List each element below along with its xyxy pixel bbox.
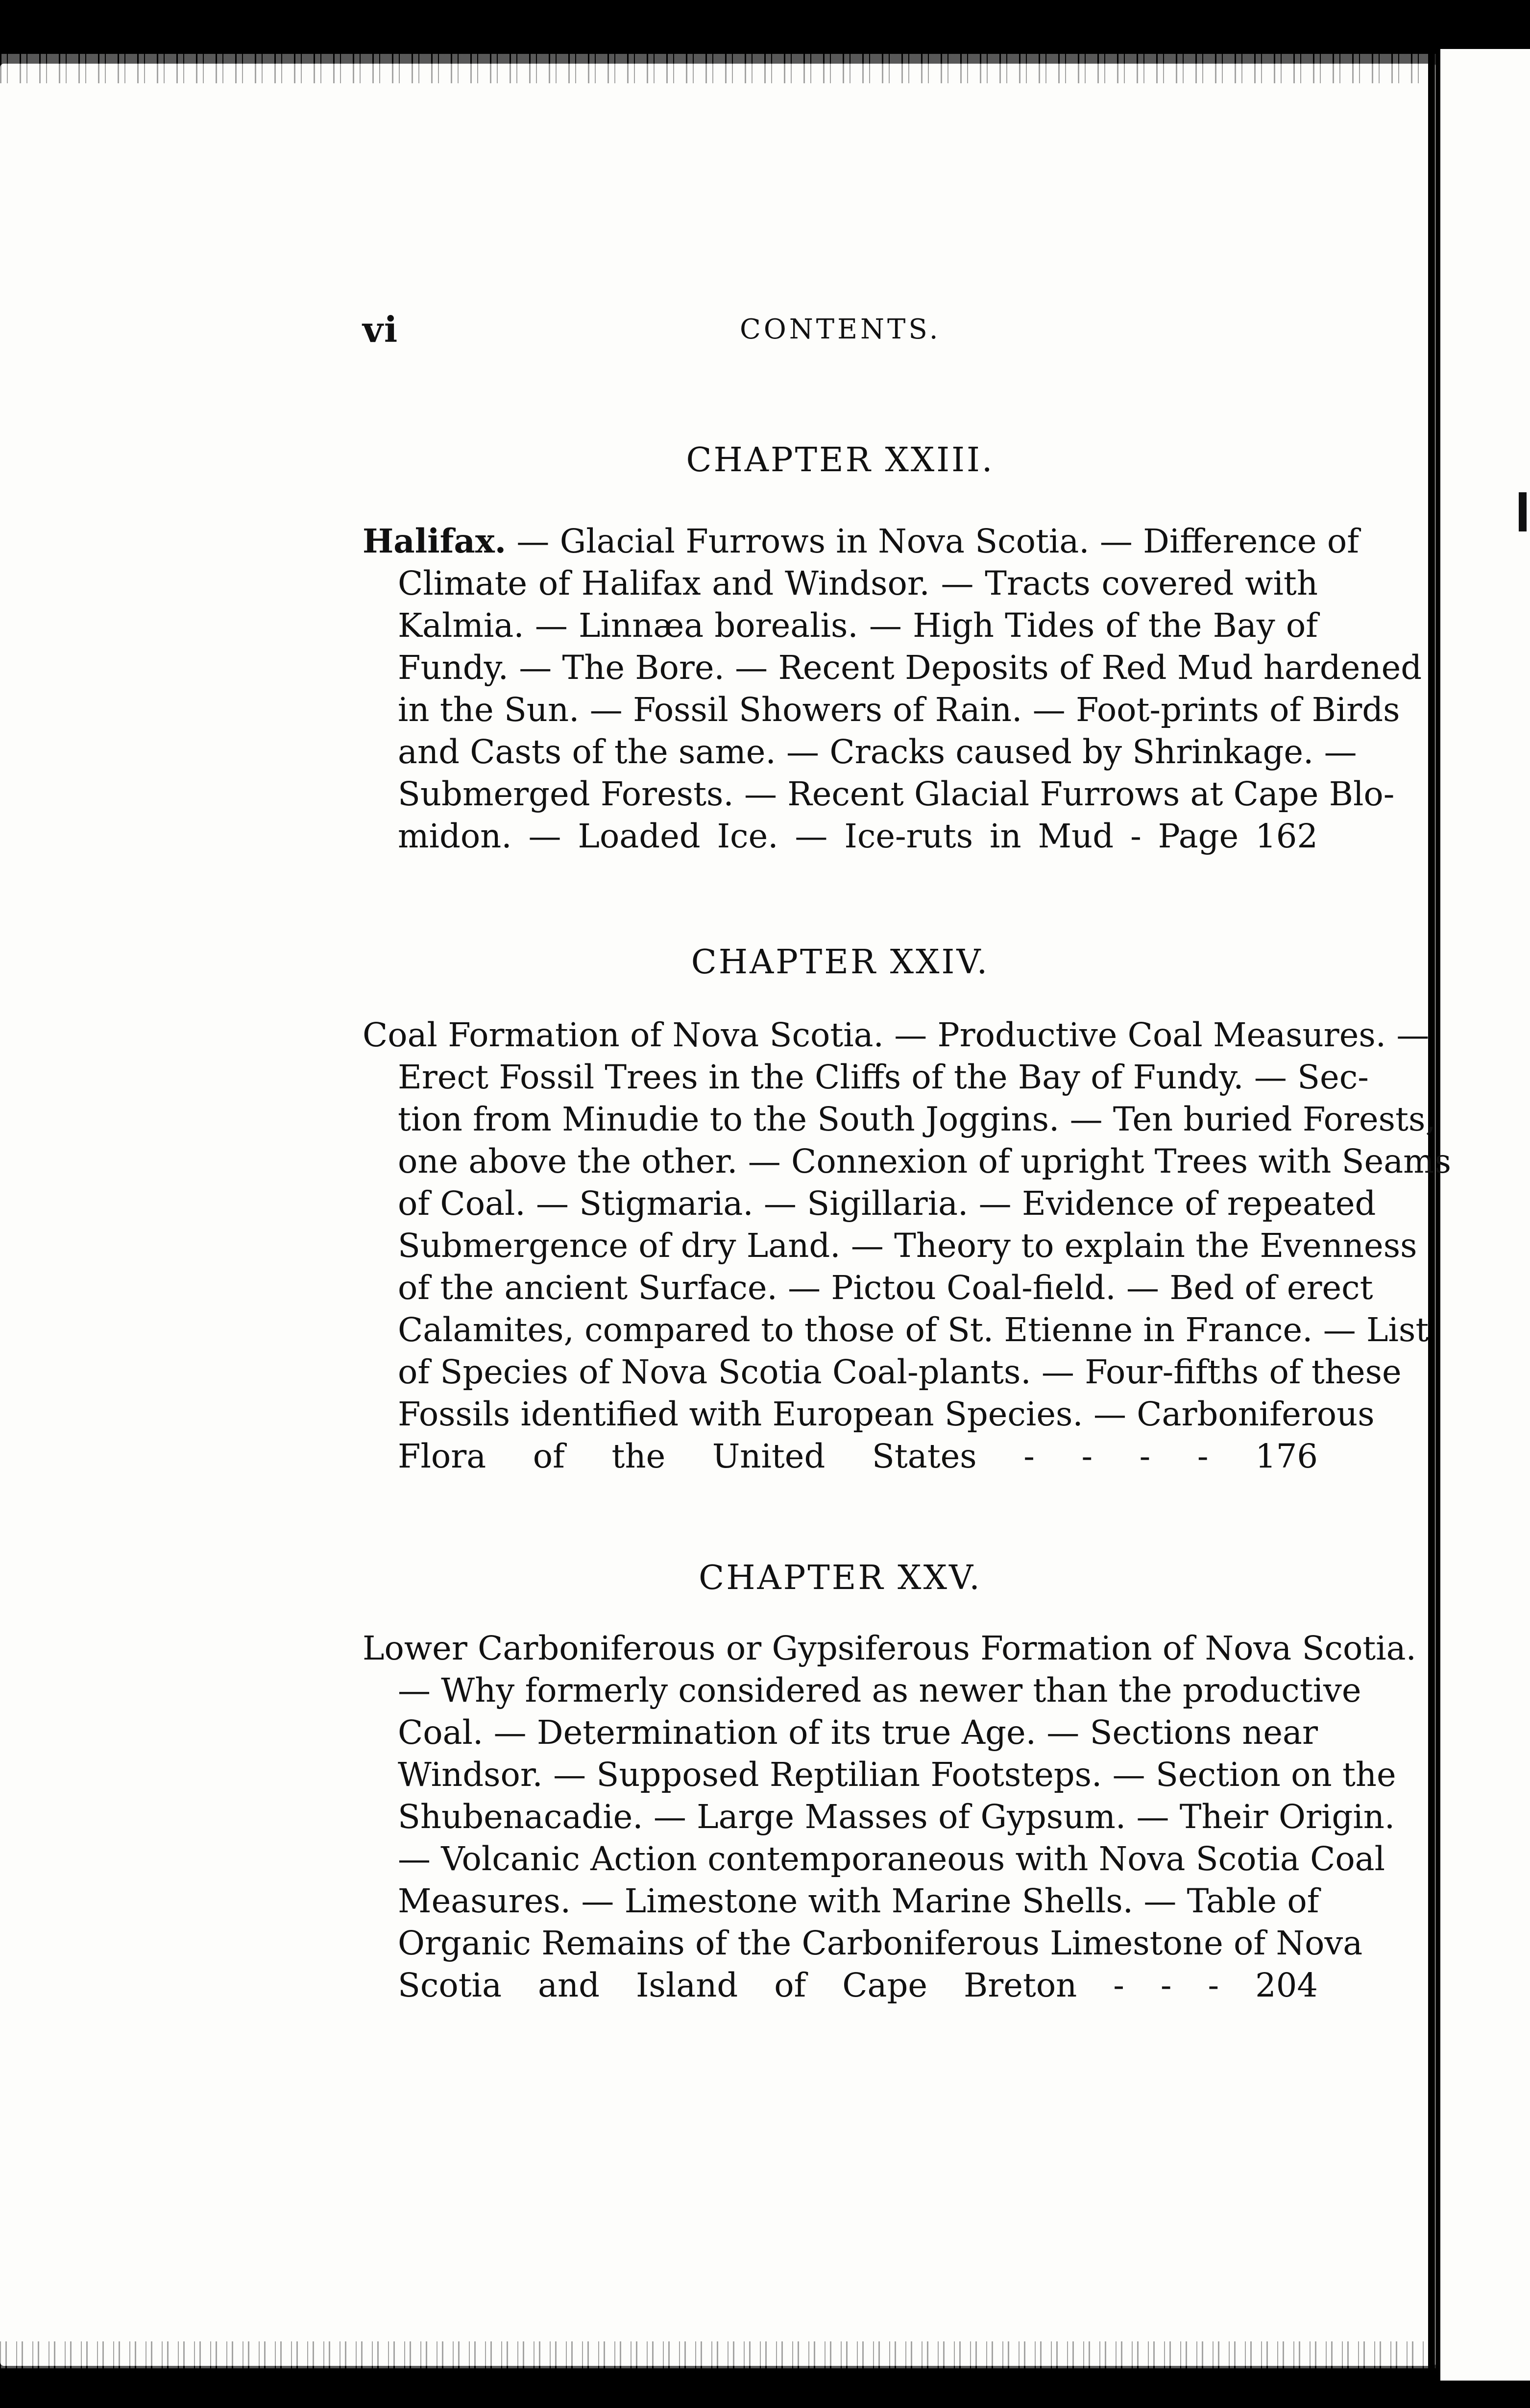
summary-line: Kalmia. — Linnæa borealis. — High Tides of the Bay of bbox=[398, 606, 1318, 645]
summary-line: of Coal. — Stigmaria. — Sigillaria. — Evidence of repeated bbox=[398, 1184, 1376, 1223]
summary-line: in the Sun. — Fossil Showers of Rain. — Foot-prints of Birds bbox=[398, 691, 1400, 729]
summary-line: — Volcanic Action contemporaneous with Nova Scotia Coal bbox=[398, 1840, 1385, 1878]
summary-line: Coal. — Determination of its true Age. — Sections near bbox=[398, 1713, 1318, 1752]
chapter-heading: CHAPTER XXIII. bbox=[686, 441, 995, 480]
summary-line: Windsor. — Supposed Reptilian Footsteps. — Section on the bbox=[398, 1756, 1396, 1794]
chapter-heading: CHAPTER XXV. bbox=[699, 1559, 982, 1597]
summary-line: tion from Minudie to the South Joggins. — Ten buried Forests, bbox=[398, 1100, 1436, 1138]
summary-line: Lower Carboniferous or Gypsiferous Formation of Nova Scotia. bbox=[363, 1629, 1416, 1667]
summary-line: of Species of Nova Scotia Coal-plants. — Four-fifths of these bbox=[398, 1353, 1402, 1391]
chapter-summary bbox=[363, 520, 1422, 857]
page-number: vi bbox=[363, 309, 399, 350]
summary-line: Coal Formation of Nova Scotia. — Productive Coal Measures. — bbox=[363, 1016, 1430, 1054]
summary-line: one above the other. — Connexion of upright Trees with Seams bbox=[398, 1142, 1452, 1180]
summary-line-text: — Glacial Furrows in Nova Scotia. — Difference of bbox=[506, 522, 1360, 560]
summary-line: Scotia and Island of Cape Breton - - - 204 bbox=[398, 1966, 1318, 2004]
summary-line bbox=[363, 520, 1360, 562]
running-head bbox=[363, 309, 1342, 353]
summary-line: Submerged Forests. — Recent Glacial Furrows at Cape Blo- bbox=[398, 775, 1395, 813]
summary-line: Submergence of dry Land. — Theory to explain the Evenness bbox=[398, 1227, 1417, 1265]
running-title: CONTENTS. bbox=[740, 313, 941, 345]
summary-line: midon. — Loaded Ice. — Ice-ruts in Mud - Page 162 bbox=[398, 817, 1318, 855]
summary-line: Measures. — Limestone with Marine Shells. — Table of bbox=[398, 1882, 1319, 1920]
summary-line: Organic Remains of the Carboniferous Limestone of Nova bbox=[398, 1924, 1363, 1962]
summary-line: Fossils identified with European Species. — Carboniferous bbox=[398, 1395, 1375, 1433]
chapter-heading: CHAPTER XXIV. bbox=[691, 943, 990, 982]
summary-line: Climate of Halifax and Windsor. — Tracts covered with bbox=[398, 564, 1318, 602]
summary-line: Erect Fossil Trees in the Cliffs of the Bay of Fundy. — Sec- bbox=[398, 1058, 1369, 1096]
summary-line: Calamites, compared to those of St. Etienne in France. — List bbox=[398, 1311, 1429, 1349]
chapter-summary bbox=[363, 1014, 1452, 1477]
summary-line: and Casts of the same. — Cracks caused by Shrinkage. — bbox=[398, 733, 1357, 771]
summary-line: Shubenacadie. — Large Masses of Gypsum. — Their Origin. bbox=[398, 1798, 1395, 1836]
summary-line: Flora of the United States - - - - 176 bbox=[398, 1437, 1318, 1475]
chapter-summary bbox=[363, 1627, 1416, 2006]
summary-line: Fundy. — The Bore. — Recent Deposits of Red Mud hardened bbox=[398, 649, 1422, 687]
summary-lead: Halifax. bbox=[363, 522, 507, 560]
summary-line: — Why formerly considered as newer than the productive bbox=[398, 1671, 1361, 1710]
summary-line: of the ancient Surface. — Pictou Coal-field. — Bed of erect bbox=[398, 1269, 1373, 1307]
